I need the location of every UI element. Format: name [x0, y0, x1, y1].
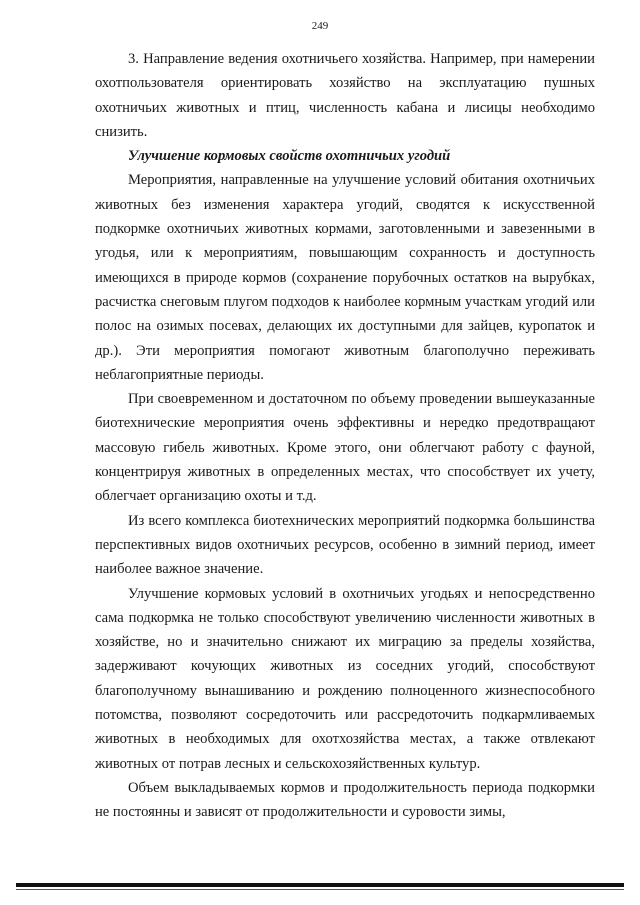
paragraph-measures: Мероприятия, направленные на улучшение условий обитания охотничьих животных без изменения характера угодий, сводятся к искусственной подкормке охотничьих животных кормами, заготовленными и завезенными в угодья, или к мероприятиям, повышающим сохранность и доступность имеющихся в природе кормов (сохранение порубочных остатков на вырубках, расчистка снеговым плугом подходов к наиболее кормным участкам угодий или полос на озимых посевах, делающих их доступными для зайцев, куропаток и др.). Эти мероприятия помогают животным благополучно переживать неблагоприятные периоды. — [95, 172, 595, 383]
page-body — [95, 47, 595, 825]
page-number: 249 — [311, 20, 329, 32]
paragraph-feeding-benefits: Улучшение кормовых условий в охотничьих угодьях и непосредственно сама подкормка не только способствуют увеличению численности животных в хозяйстве, но и значительно снижают их миграцию за пределы хозяйства, задерживают кочующих животных из соседних угодий, способствуют благополучному вынашиванию и рождению полноценного жизнеспособного потомства, позволяют сосредоточить или рассредоточить подкармливаемых животных в необходимых для охотхозяйства местах, а также отвлекают животных от потрав лесных и сельскохозяйственных культур. — [95, 585, 595, 772]
paragraph-effectiveness: При своевременном и достаточном по объему проведении вышеуказанные биотехнические мероприятия очень эффективны и нередко предотвращают массовую гибель животных. Кроме этого, они облегчают работу с фауной, концентрируя животных в определенных местах, что способствует их учету, облегчает организацию охоты и т.д. — [95, 391, 595, 505]
section-heading: Улучшение кормовых свойств охотничьих угодий — [128, 148, 451, 165]
paragraph-hunting-direction: 3. Направление ведения охотничьего хозяйства. Например, при намерении охотпользователя ориентировать хозяйство на эксплуатацию пушных охотничьих животных и птиц, численность кабана и лисицы необходимо снизить. — [95, 51, 595, 140]
paragraph-feeding-importance: Из всего комплекса биотехнических мероприятий подкормка большинства перспективных видов охотничьих ресурсов, особенно в зимний период, имеет наиболее важное значение. — [95, 512, 595, 578]
paragraph-feeding-volume: Объем выкладываемых кормов и продолжительность периода подкормки не постоянны и зависят от продолжительности и суровости зимы, — [95, 779, 595, 821]
bottom-rule — [16, 883, 624, 887]
bottom-rule-thin — [16, 889, 624, 890]
